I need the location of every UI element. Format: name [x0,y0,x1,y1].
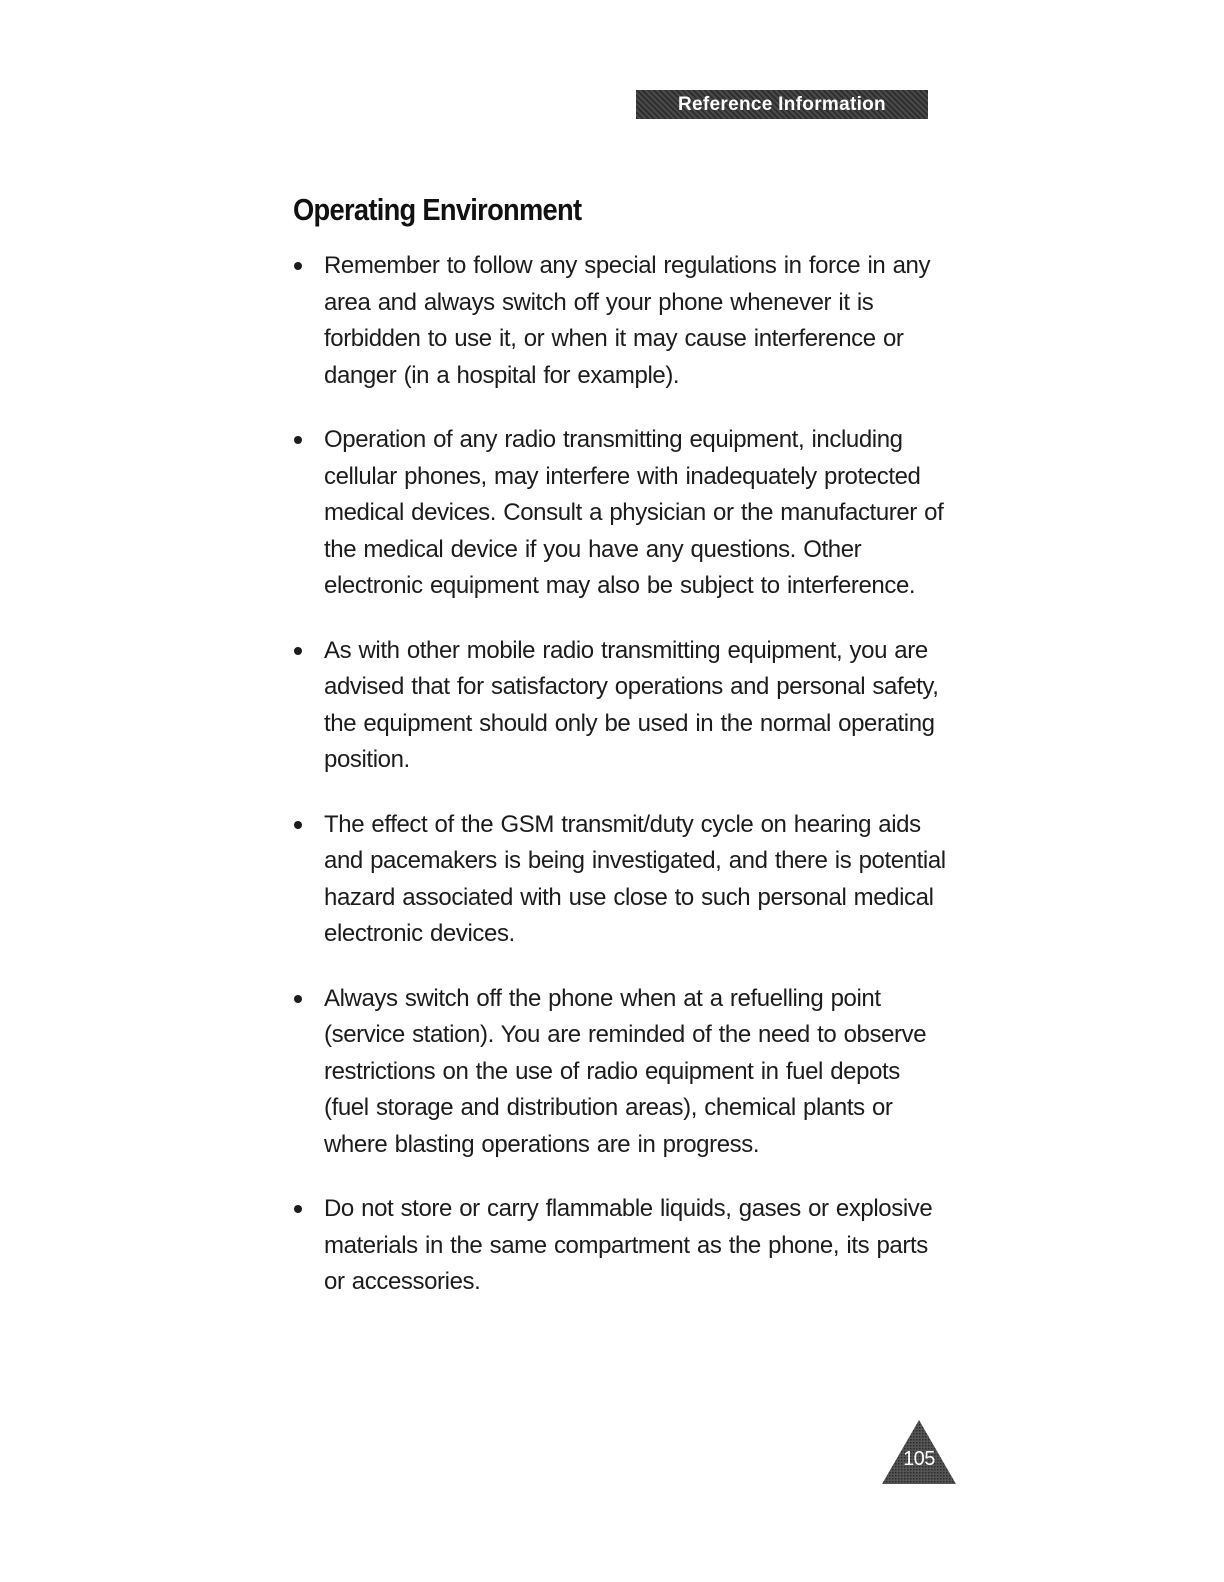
bullet-icon [294,1205,302,1213]
list-item-text: As with other mobile radio transmitting equipment, you are advised that for satisfactory operations and personal safety, the equipment should only be used in the normal operating position. [324,636,939,773]
list-item [290,633,950,779]
list-item-text: Always switch off the phone when at a refuelling point (service station). You are reminded of the need to observe restrictions on the use of radio equipment in fuel depots (fuel storage and distribution areas), chemical plants or where blasting operations are in progress. [324,984,927,1158]
page-title: Operating Environment [293,192,582,227]
list-item-text: The effect of the GSM transmit/duty cycle on hearing aids and pacemakers is being investigated, and there is potential hazard associated with use close to such personal medical electronic devices. [324,810,946,947]
page-number: 105 [903,1448,935,1470]
page-number-badge [880,1418,958,1486]
list-item [290,807,950,953]
list-item [290,981,950,1164]
list-item [290,1191,950,1301]
bullet-icon [294,821,302,829]
list-item-text: Remember to follow any special regulations in force in any area and always switch off your phone whenever it is forbidden to use it, or when it may cause interference or danger (in a hospital for example). [324,252,931,389]
list-item [290,248,950,394]
bullet-icon [294,436,302,444]
list-item-text: Do not store or carry flammable liquids, gases or explosive materials in the same compartment as the phone, its parts or accessories. [324,1195,933,1295]
bullet-list [290,248,950,1329]
bullet-icon [294,647,302,655]
list-item-text: Operation of any radio transmitting equipment, including cellular phones, may interfere with inadequately protected medical devices. Consult a physician or the manufacturer of the medical device if you have any questions. Other electronic equipment may also be subject to interference. [324,426,944,599]
bullet-icon [294,262,302,270]
bullet-icon [294,995,302,1003]
list-item [290,422,950,605]
section-header-tab: Reference Information [636,90,928,119]
